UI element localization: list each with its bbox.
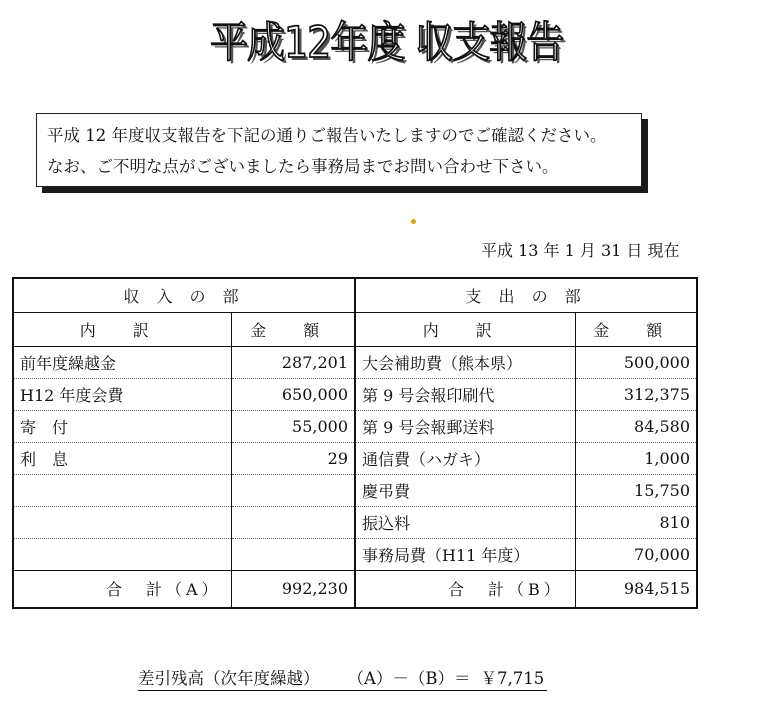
expense-item: 振込料 bbox=[355, 506, 575, 538]
report-date: 平成 13 年 1 月 31 日 現在 bbox=[481, 241, 680, 260]
income-amount: 55,000 bbox=[231, 410, 355, 442]
expense-amount: 312,375 bbox=[575, 378, 697, 410]
expense-amount-header: 金 額 bbox=[575, 312, 697, 346]
income-item-header: 内 訳 bbox=[13, 312, 231, 346]
table-row bbox=[13, 474, 697, 506]
total-row bbox=[13, 570, 697, 608]
expense-amount: 1,000 bbox=[575, 442, 697, 474]
expense-amount: 810 bbox=[575, 506, 697, 538]
income-item bbox=[13, 506, 231, 538]
balance-label: 差引残高（次年度繰越） bbox=[138, 669, 320, 688]
expense-section-title: 支 出 の 部 bbox=[355, 278, 697, 312]
notice-line-2: なお、ご不明な点がございましたら事務局までお問い合わせ下さい。 bbox=[47, 157, 559, 176]
column-header-row bbox=[13, 312, 697, 346]
income-total-label: 合 計（A） bbox=[13, 570, 231, 608]
expense-total: 984,515 bbox=[575, 570, 697, 608]
expense-total-label: 合 計（B） bbox=[355, 570, 575, 608]
expense-item-header: 内 訳 bbox=[355, 312, 575, 346]
balance-value: ￥7,715 bbox=[480, 669, 545, 688]
expense-amount: 500,000 bbox=[575, 346, 697, 378]
income-item: H12 年度会費 bbox=[13, 378, 231, 410]
expense-item: 事務局費（H11 年度） bbox=[355, 538, 575, 570]
expense-item: 通信費（ハガキ） bbox=[355, 442, 575, 474]
table-row bbox=[13, 378, 697, 410]
table-row bbox=[13, 442, 697, 474]
income-item bbox=[13, 538, 231, 570]
expense-item: 慶弔費 bbox=[355, 474, 575, 506]
expense-item: 第 9 号会報郵送料 bbox=[355, 410, 575, 442]
income-amount bbox=[231, 474, 355, 506]
notice-line-1: 平成 12 年度収支報告を下記の通りご報告いたしますのでご確認ください。 bbox=[47, 126, 607, 145]
table-row bbox=[13, 346, 697, 378]
income-item: 前年度繰越金 bbox=[13, 346, 231, 378]
expense-amount: 70,000 bbox=[575, 538, 697, 570]
income-amount: 287,201 bbox=[231, 346, 355, 378]
income-section-title: 収 入 の 部 bbox=[13, 278, 355, 312]
balance-formula: （A）－（B）＝ bbox=[347, 669, 471, 688]
expense-amount: 15,750 bbox=[575, 474, 697, 506]
income-amount bbox=[231, 506, 355, 538]
table-row bbox=[13, 410, 697, 442]
expense-amount: 84,580 bbox=[575, 410, 697, 442]
balance-table bbox=[12, 277, 698, 609]
report-title: 平成12年度 収支報告 bbox=[210, 17, 564, 67]
balance-summary bbox=[138, 665, 547, 691]
notice-box bbox=[36, 113, 642, 187]
expense-item: 第 9 号会報印刷代 bbox=[355, 378, 575, 410]
expense-item: 大会補助費（熊本県） bbox=[355, 346, 575, 378]
income-amount-header: 金 額 bbox=[231, 312, 355, 346]
decorative-dot bbox=[411, 219, 416, 224]
income-total: 992,230 bbox=[231, 570, 355, 608]
table-row bbox=[13, 538, 697, 570]
income-amount bbox=[231, 538, 355, 570]
income-item: 寄 付 bbox=[13, 410, 231, 442]
income-amount: 29 bbox=[231, 442, 355, 474]
table-row bbox=[13, 506, 697, 538]
income-amount: 650,000 bbox=[231, 378, 355, 410]
income-item bbox=[13, 474, 231, 506]
section-header-row bbox=[13, 278, 697, 312]
income-item: 利 息 bbox=[13, 442, 231, 474]
